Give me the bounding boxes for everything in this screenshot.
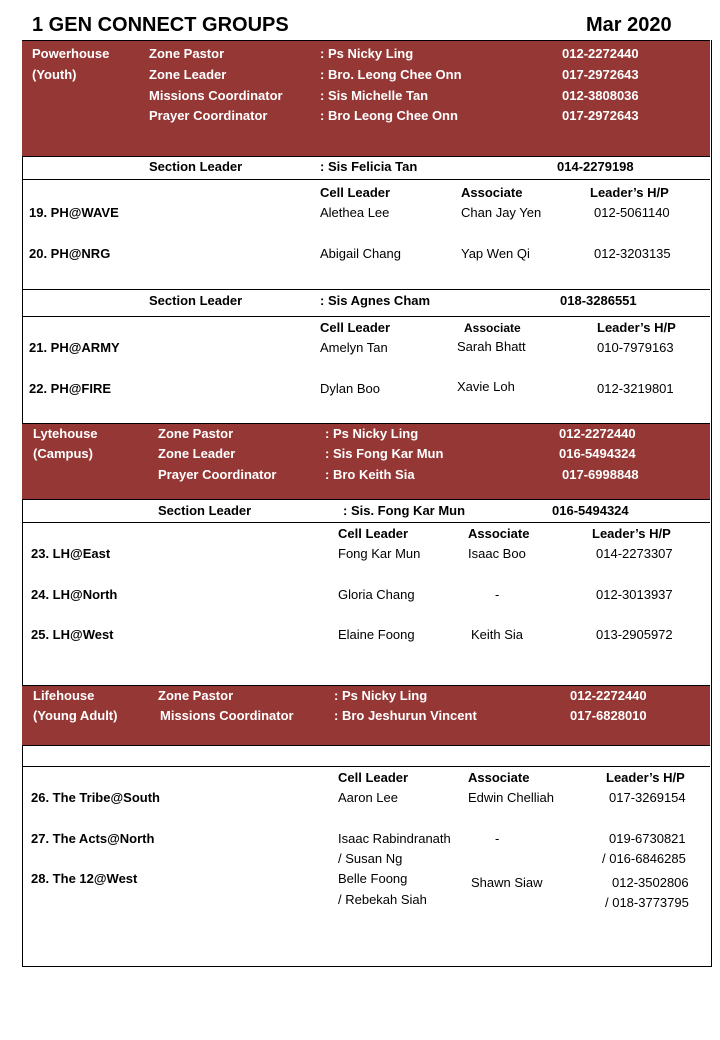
group-name: 22. PH@FIRE [29, 381, 112, 396]
zone-role: Zone Pastor [149, 46, 225, 61]
section-leader-name: : Sis. Fong Kar Mun [343, 503, 466, 518]
associate: Edwin Chelliah [468, 790, 554, 805]
zone-phone: 012-2272440 [562, 46, 639, 61]
group-name: 25. LH@West [31, 627, 114, 642]
page-title: 1 GEN CONNECT GROUPS [32, 14, 289, 36]
zone-phone: 012-3808036 [562, 88, 639, 103]
header-cell-leader: Cell Leader [338, 526, 409, 541]
section-leader-label: Section Leader [149, 293, 243, 308]
divider [22, 316, 710, 317]
associate: Yap Wen Qi [461, 246, 530, 261]
section-leader-label: Section Leader [149, 159, 243, 174]
group-name: 28. The 12@West [31, 871, 138, 886]
zone-person: : Ps Nicky Ling [334, 688, 428, 703]
zone-role: Missions Coordinator [160, 708, 294, 723]
zone-person: : Sis Michelle Tan [320, 88, 429, 103]
divider [22, 289, 710, 290]
section-leader-phone: 016-5494324 [552, 503, 629, 518]
leader-phone: 017-3269154 [609, 790, 686, 805]
zone-role: Zone Pastor [158, 688, 234, 703]
header-associate: Associate [464, 321, 521, 335]
zone-role: Zone Leader [149, 67, 227, 82]
header-cell-leader: Cell Leader [320, 185, 391, 200]
cell-leader: Aaron Lee [338, 790, 398, 805]
zone-role: Zone Leader [158, 446, 236, 461]
header-cell-leader: Cell Leader [320, 320, 391, 335]
group-name: 24. LH@North [31, 587, 118, 602]
divider [22, 179, 710, 180]
group-name: 26. The Tribe@South [31, 790, 160, 805]
header-leader-hp: Leader’s H/P [606, 770, 685, 785]
zone-person: : Ps Nicky Ling [325, 426, 419, 441]
leader-phone-secondary: / 018-3773795 [605, 895, 689, 910]
group-name: 27. The Acts@North [31, 831, 155, 846]
leader-phone: 012-3219801 [597, 381, 674, 396]
zone-role: Zone Pastor [158, 426, 234, 441]
section-leader-phone: 018-3286551 [560, 293, 637, 308]
zone-person: : Bro Keith Sia [325, 467, 415, 482]
zone-phone: 017-6998848 [562, 467, 639, 482]
group-name: 20. PH@NRG [29, 246, 111, 261]
zone-role: Prayer Coordinator [149, 108, 268, 123]
zone-phone: 017-2972643 [562, 67, 639, 82]
zone-person: : Bro. Leong Chee Onn [320, 67, 462, 82]
group-name: 23. LH@East [31, 546, 111, 561]
cell-leader-secondary: / Rebekah Siah [338, 892, 427, 907]
header-cell-leader: Cell Leader [338, 770, 409, 785]
associate: - [495, 587, 500, 602]
zone-subtitle: (Youth) [32, 67, 77, 82]
cell-leader: Elaine Foong [338, 627, 415, 642]
zone-person: : Ps Nicky Ling [320, 46, 414, 61]
cell-leader: Isaac Rabindranath [338, 831, 451, 846]
section-leader-label: Section Leader [158, 503, 252, 518]
zone-person: : Bro Jeshurun Vincent [334, 708, 477, 723]
zone-role: Missions Coordinator [149, 88, 283, 103]
associate: Shawn Siaw [471, 875, 543, 890]
header-associate: Associate [468, 526, 530, 541]
leader-phone: 013-2905972 [596, 627, 673, 642]
zone-name: Powerhouse [32, 46, 110, 61]
cell-leader: Abigail Chang [320, 246, 401, 261]
zone-phone: 017-6828010 [570, 708, 647, 723]
associate: Chan Jay Yen [461, 205, 542, 220]
leader-phone: 019-6730821 [609, 831, 686, 846]
header-associate: Associate [461, 185, 523, 200]
cell-leader-secondary: / Susan Ng [338, 851, 403, 866]
associate: Keith Sia [471, 627, 524, 642]
divider [22, 766, 710, 767]
leader-phone: 012-3502806 [612, 875, 689, 890]
header-leader-hp: Leader’s H/P [590, 185, 669, 200]
zone-person: : Sis Fong Kar Mun [325, 446, 444, 461]
header-leader-hp: Leader’s H/P [592, 526, 671, 541]
zone-name: Lifehouse [33, 688, 95, 703]
divider [22, 522, 710, 523]
zone-phone: 012-2272440 [570, 688, 647, 703]
cell-leader: Dylan Boo [320, 381, 380, 396]
zone-phone: 012-2272440 [559, 426, 636, 441]
group-name: 19. PH@WAVE [29, 205, 119, 220]
leader-phone: 012-5061140 [594, 205, 670, 220]
zone-subtitle: (Campus) [33, 446, 93, 461]
page-date: Mar 2020 [586, 14, 672, 36]
associate: Xavie Loh [457, 379, 515, 394]
leader-phone: 012-3203135 [594, 246, 671, 261]
header-leader-hp: Leader’s H/P [597, 320, 676, 335]
cell-leader: Fong Kar Mun [338, 546, 421, 561]
section-leader-name: : Sis Felicia Tan [320, 159, 418, 174]
zone-person: : Bro Leong Chee Onn [320, 108, 458, 123]
associate: - [495, 831, 500, 846]
section-leader-phone: 014-2279198 [557, 159, 634, 174]
leader-phone: 010-7979163 [597, 340, 674, 355]
leader-phone: 012-3013937 [596, 587, 673, 602]
zone-role: Prayer Coordinator [158, 467, 277, 482]
cell-leader: Amelyn Tan [320, 340, 388, 355]
associate: Isaac Boo [468, 546, 526, 561]
cell-leader: Belle Foong [338, 871, 408, 886]
zone-name: Lytehouse [33, 426, 98, 441]
group-name: 21. PH@ARMY [29, 340, 120, 355]
header-associate: Associate [468, 770, 530, 785]
associate: Sarah Bhatt [457, 339, 526, 354]
zone-phone: 016-5494324 [559, 446, 636, 461]
zone-subtitle: (Young Adult) [33, 708, 118, 723]
cell-leader: Gloria Chang [338, 587, 415, 602]
cell-leader: Alethea Lee [320, 205, 390, 220]
zone-phone: 017-2972643 [562, 108, 639, 123]
leader-phone: 014-2273307 [596, 546, 673, 561]
section-leader-name: : Sis Agnes Cham [320, 293, 431, 308]
leader-phone-secondary: / 016-6846285 [602, 851, 686, 866]
